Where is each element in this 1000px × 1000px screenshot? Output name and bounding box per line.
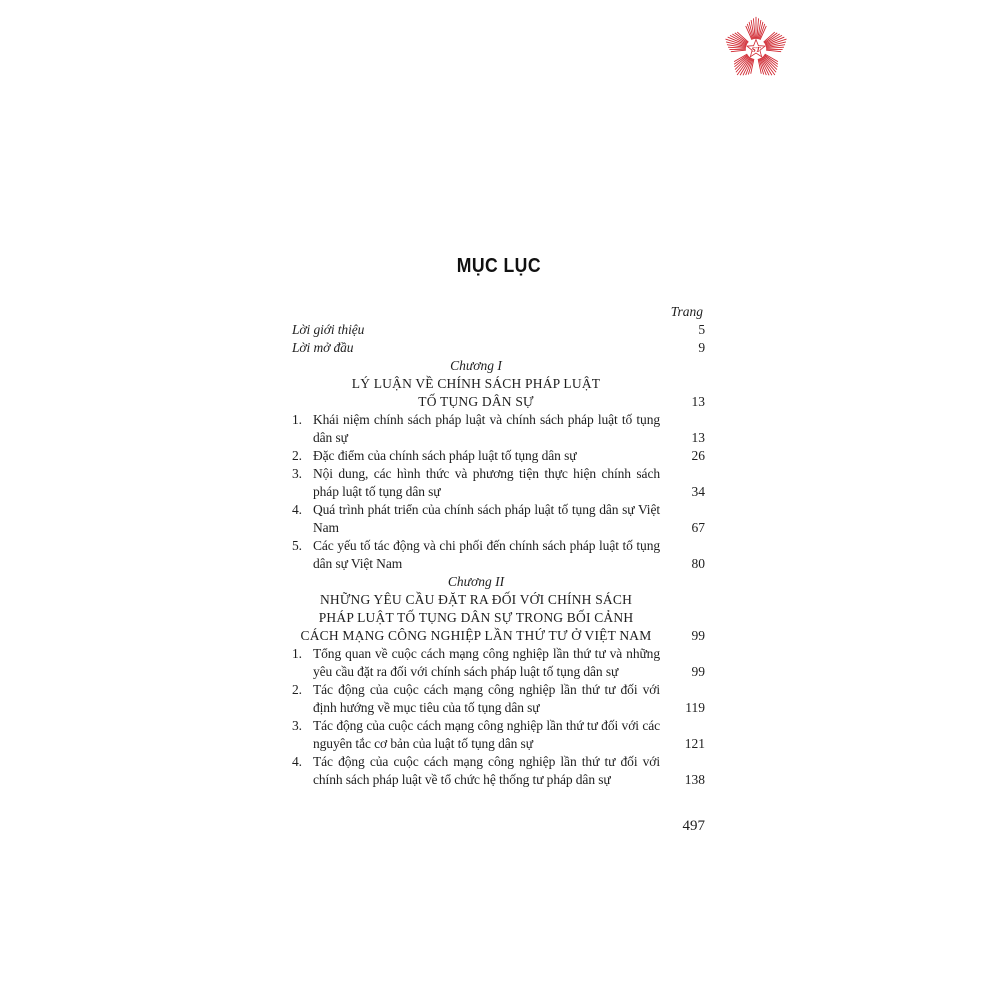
toc-content (292, 255, 705, 789)
chapter-title-line: TỐ TỤNG DÂN SỰ (418, 394, 534, 409)
entry-page: 13 (691, 430, 705, 445)
toc-entry (292, 717, 705, 753)
entry-page: 5 (698, 322, 705, 337)
entry-number: 2. (292, 682, 302, 697)
entry-label: Đặc điểm của chính sách pháp luật tố tụng dân sự (313, 448, 577, 463)
entry-number: 2. (292, 448, 302, 463)
entry-number: 1. (292, 412, 302, 427)
chapter-title-line: CÁCH MẠNG CÔNG NGHIỆP LẦN THỨ TƯ Ở VIỆT NAM (300, 628, 652, 643)
entry-text (292, 753, 660, 789)
book-page-number: 497 (682, 818, 705, 834)
chapter-title-line: PHÁP LUẬT TỐ TỤNG DÂN SỰ TRONG BỐI CẢNH (318, 610, 634, 625)
starburst-svg (721, 13, 791, 85)
toc-entry (292, 501, 705, 537)
chapter-1-heading (292, 357, 705, 411)
entry-label: Các yếu tố tác động và chi phối đến chính sách pháp luật tố tụng dân sự Việt Nam (313, 538, 660, 571)
toc-entry (292, 681, 705, 717)
entry-page: 26 (691, 448, 705, 463)
entry-number: 3. (292, 466, 302, 481)
chapter-label: Chương II (447, 574, 505, 589)
chapter-label: Chương I (450, 358, 502, 373)
entry-page: 119 (685, 700, 705, 715)
toc-entry (292, 537, 705, 573)
toc-entry (292, 465, 705, 501)
publisher-star-logo-icon (721, 13, 791, 85)
entry-label: Lời giới thiệu (292, 322, 365, 337)
chapter-title-line: NHỮNG YÊU CẦU ĐẶT RA ĐỐI VỚI CHÍNH SÁCH (319, 592, 633, 607)
entry-page: 9 (698, 340, 705, 355)
entry-page: 138 (684, 772, 705, 787)
toc-entry-front-matter (292, 321, 705, 339)
entry-label: Lời mở đầu (292, 340, 354, 355)
chapter-title-line: LÝ LUẬN VỀ CHÍNH SÁCH PHÁP LUẬT (351, 376, 601, 391)
entry-label: Nội dung, các hình thức và phương tiện thực hiện chính sách pháp luật tố tụng dân sự (313, 466, 660, 499)
entry-page: 34 (691, 484, 705, 499)
entry-text (292, 537, 660, 573)
entry-text (292, 447, 660, 465)
chapter-1-heading-inner (292, 357, 660, 411)
entry-label: Tác động của cuộc cách mạng công nghiệp lần thứ tư đối với các nguyên tắc cơ bản của luật tố tụng dân sự (313, 718, 660, 751)
toc-entry (292, 447, 705, 465)
entry-text (292, 465, 660, 501)
entry-number: 4. (292, 754, 302, 769)
toc-entry (292, 645, 705, 681)
entry-text (292, 717, 660, 753)
chapter-page: 99 (691, 628, 705, 643)
page-title (292, 255, 705, 277)
logo-monogram-text: ST (751, 44, 761, 54)
entry-text (292, 501, 660, 537)
toc-entry (292, 753, 705, 789)
entry-label: Khái niệm chính sách pháp luật và chính sách pháp luật tố tụng dân sự (313, 412, 660, 445)
entry-page: 99 (691, 664, 705, 679)
entry-label: Tổng quan về cuộc cách mạng công nghiệp lần thứ tư và những yêu cầu đặt ra đối với chính sách pháp luật tố tụng dân sự (313, 646, 660, 679)
chapter-page: 13 (691, 394, 705, 409)
toc-entry-front-matter (292, 339, 705, 357)
entry-page: 121 (684, 736, 705, 751)
page-title-text: MỤC LỤC (456, 255, 541, 277)
toc-entry (292, 411, 705, 447)
entry-number: 1. (292, 646, 302, 661)
chapter-2-heading (292, 573, 705, 645)
entry-number: 5. (292, 538, 302, 553)
entry-text (292, 411, 660, 447)
entry-number: 3. (292, 718, 302, 733)
entry-text (292, 645, 660, 681)
entry-page: 67 (691, 520, 705, 535)
page-column-header: Trang (670, 304, 703, 319)
entry-label: Tác động của cuộc cách mạng công nghiệp lần thứ tư đối với định hướng về mục tiêu của tố tụng dân sự (313, 682, 660, 715)
entry-text (292, 681, 660, 717)
entry-label: Tác động của cuộc cách mạng công nghiệp lần thứ tư đối với chính sách pháp luật về tổ chức hệ thống tư pháp dân sự (313, 754, 660, 787)
chapter-2-heading-inner (292, 573, 660, 645)
entry-page: 80 (691, 556, 705, 571)
entry-number: 4. (292, 502, 302, 517)
entry-label: Quá trình phát triển của chính sách pháp luật tố tụng dân sự Việt Nam (313, 502, 660, 535)
